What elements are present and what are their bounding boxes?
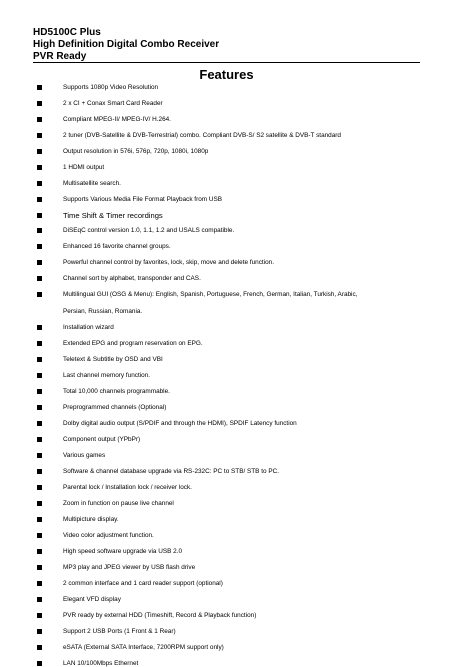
feature-item: Supports Various Media File Format Playback from USB bbox=[37, 196, 437, 203]
square-bullet-icon bbox=[37, 276, 42, 281]
feature-item: Output resolution in 576i, 576p, 720p, 1080i, 1080p bbox=[37, 148, 437, 155]
feature-item: Multisatellite search. bbox=[37, 180, 437, 187]
feature-continuation: Persian, Russian, Romania. bbox=[63, 308, 143, 315]
square-bullet-icon bbox=[37, 85, 42, 90]
product-description: High Definition Digital Combo Receiver bbox=[33, 39, 220, 50]
square-bullet-icon bbox=[37, 405, 42, 410]
feature-item: Preprogrammed channels (Optional) bbox=[37, 404, 437, 411]
feature-item: Teletext & Subtitle by OSD and VBI bbox=[37, 356, 437, 363]
square-bullet-icon bbox=[37, 341, 42, 346]
square-bullet-icon bbox=[37, 501, 42, 506]
feature-item: Various games bbox=[37, 452, 437, 459]
square-bullet-icon bbox=[37, 325, 42, 330]
feature-item: DiSEqC control version 1.0, 1.1, 1.2 and USALS compatible. bbox=[37, 227, 437, 234]
feature-item: MP3 play and JPEG viewer by USB flash drive bbox=[37, 564, 437, 571]
square-bullet-icon bbox=[37, 549, 42, 554]
square-bullet-icon bbox=[37, 149, 42, 154]
feature-item: eSATA (External SATA Interface, 7200RPM support only) bbox=[37, 644, 437, 651]
document-header bbox=[33, 27, 423, 63]
square-bullet-icon bbox=[37, 485, 42, 490]
square-bullet-icon bbox=[37, 117, 42, 122]
feature-item: Elegant VFD display bbox=[37, 596, 437, 603]
feature-item: PVR ready by external HDD (Timeshift, Record & Playback function) bbox=[37, 612, 437, 619]
feature-item: 2 x CI + Conax Smart Card Reader bbox=[37, 100, 437, 107]
feature-item: Extended EPG and program reservation on EPG. bbox=[37, 340, 437, 347]
square-bullet-icon bbox=[37, 453, 42, 458]
feature-item: Total 10,000 channels programmable. bbox=[37, 388, 437, 395]
feature-item: Enhanced 16 favorite channel groups. bbox=[37, 243, 437, 250]
product-model: HD5100C Plus bbox=[33, 27, 101, 38]
square-bullet-icon bbox=[37, 260, 42, 265]
feature-item: Multipicture display. bbox=[37, 516, 437, 523]
feature-item: Time Shift & Timer recordings bbox=[37, 212, 437, 219]
product-tagline: PVR Ready bbox=[33, 51, 87, 62]
square-bullet-icon bbox=[37, 244, 42, 249]
feature-list bbox=[37, 84, 437, 667]
square-bullet-icon bbox=[37, 613, 42, 618]
page-title: Features bbox=[199, 67, 254, 82]
feature-item: Channel sort by alphabet, transponder and CAS. bbox=[37, 275, 437, 282]
square-bullet-icon bbox=[37, 565, 42, 570]
square-bullet-icon bbox=[37, 292, 42, 297]
square-bullet-icon bbox=[37, 517, 42, 522]
square-bullet-icon bbox=[37, 228, 42, 233]
feature-item: 1 HDMI output bbox=[37, 164, 437, 171]
square-bullet-icon bbox=[37, 357, 42, 362]
feature-item: 2 common interface and 1 card reader support (optional) bbox=[37, 580, 437, 587]
feature-item: Dolby digital audio output (S/PDIF and through the HDMI), SPDIF Latency function bbox=[37, 420, 437, 427]
feature-item: High speed software upgrade via USB 2.0 bbox=[37, 548, 437, 555]
feature-item: Support 2 USB Ports (1 Front & 1 Rear) bbox=[37, 628, 437, 635]
square-bullet-icon bbox=[37, 213, 42, 218]
header-divider bbox=[33, 62, 420, 63]
feature-item: Compliant MPEG-II/ MPEG-IV/ H.264. bbox=[37, 116, 437, 123]
feature-item: Zoom in function on pause live channel bbox=[37, 500, 437, 507]
feature-item: Component output (YPbPr) bbox=[37, 436, 437, 443]
square-bullet-icon bbox=[37, 469, 42, 474]
square-bullet-icon bbox=[37, 661, 42, 666]
square-bullet-icon bbox=[37, 629, 42, 634]
square-bullet-icon bbox=[37, 389, 42, 394]
feature-item: Software & channel database upgrade via RS-232C: PC to STB/ STB to PC. bbox=[37, 468, 437, 475]
feature-item: Multilingual GUI (OSG & Menu): English, Spanish, Portuguese, French, German, Italian, Turkish, Arabic, Persian, Russian, Romania. bbox=[37, 291, 437, 315]
feature-item: Powerful channel control by favorites, lock, skip, move and delete function. bbox=[37, 259, 437, 266]
feature-item: Video color adjustment function. bbox=[37, 532, 437, 539]
square-bullet-icon bbox=[37, 421, 42, 426]
square-bullet-icon bbox=[37, 373, 42, 378]
square-bullet-icon bbox=[37, 645, 42, 650]
square-bullet-icon bbox=[37, 101, 42, 106]
square-bullet-icon bbox=[37, 533, 42, 538]
feature-item: LAN 10/100Mbps Ethernet bbox=[37, 660, 437, 667]
square-bullet-icon bbox=[37, 133, 42, 138]
square-bullet-icon bbox=[37, 581, 42, 586]
square-bullet-icon bbox=[37, 597, 42, 602]
feature-item: Parental lock / Installation lock / receiver lock. bbox=[37, 484, 437, 491]
square-bullet-icon bbox=[37, 437, 42, 442]
feature-item: Last channel memory function. bbox=[37, 372, 437, 379]
feature-item: Installation wizard bbox=[37, 324, 437, 331]
square-bullet-icon bbox=[37, 181, 42, 186]
square-bullet-icon bbox=[37, 165, 42, 170]
feature-item: Supports 1080p Video Resolution bbox=[37, 84, 437, 91]
square-bullet-icon bbox=[37, 197, 42, 202]
feature-item: 2 tuner (DVB-Satellite & DVB-Terrestrial) combo. Compliant DVB-S/ S2 satellite & DVB-T standard bbox=[37, 132, 437, 139]
